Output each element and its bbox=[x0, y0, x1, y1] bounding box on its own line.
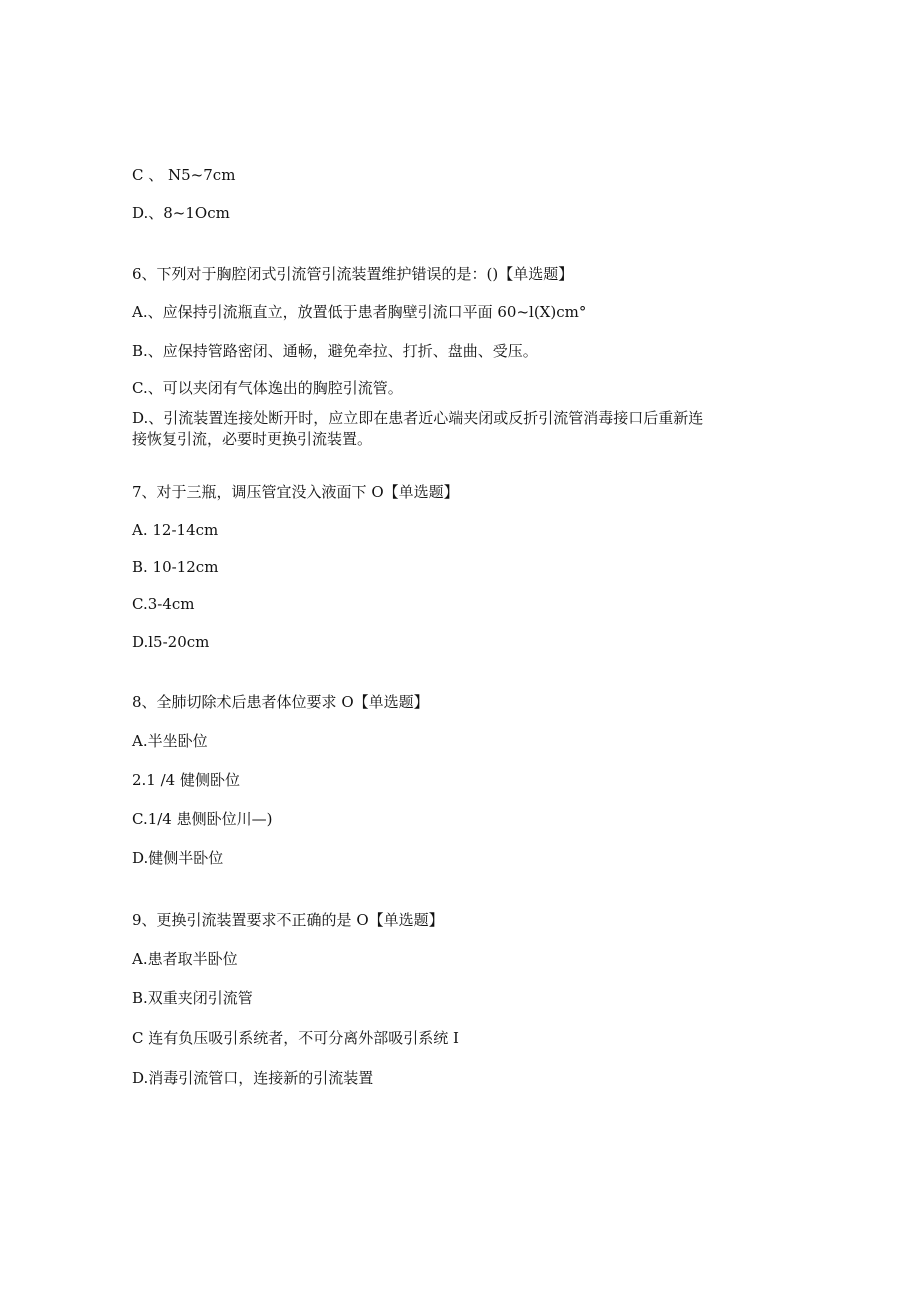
option-c-q6: C.、可以夹闭有气体逸出的胸腔引流管。 bbox=[132, 379, 403, 397]
question-7: 7、对于三瓶，调压管宜没入液面下 O【单选题】 bbox=[132, 483, 459, 501]
option-d-q6-line2: 接恢复引流，必要时更换引流装置。 bbox=[132, 430, 373, 448]
option-c-q8: C.1/4 患侧卧位川—) bbox=[132, 810, 273, 828]
option-d-q8: D.健侧半卧位 bbox=[132, 849, 224, 867]
option-b-q7: B. 10-12cm bbox=[132, 558, 219, 576]
option-d-q6-line1: D.、引流装置连接处断开时，应立即在患者近心端夹闭或反折引流管消毒接口后重新连 bbox=[132, 409, 704, 427]
option-a-q7: A. 12-14cm bbox=[132, 521, 219, 539]
option-d-q5: D.、8~1Ocm bbox=[132, 204, 230, 222]
option-b-q8: 2.1 /4 健侧卧位 bbox=[132, 771, 240, 789]
option-a-q9: A.患者取半卧位 bbox=[132, 950, 238, 968]
option-c-q5: C 、 N5~7cm bbox=[132, 166, 236, 184]
option-d-q7: D.l5-20cm bbox=[132, 633, 210, 651]
option-b-q9: B.双重夹闭引流管 bbox=[132, 989, 253, 1007]
option-c-q9: C 连有负压吸引系统者，不可分离外部吸引系统 I bbox=[132, 1029, 459, 1047]
option-c-q7: C.3-4cm bbox=[132, 595, 195, 613]
question-6: 6、下列对于胸腔闭式引流管引流装置维护错误的是：()【单选题】 bbox=[132, 265, 574, 283]
option-a-q6: A.、应保持引流瓶直立，放置低于患者胸壁引流口平面 60~l(X)cm° bbox=[132, 303, 587, 321]
question-9: 9、更换引流装置要求不正确的是 O【单选题】 bbox=[132, 911, 444, 929]
option-a-q8: A.半坐卧位 bbox=[132, 732, 208, 750]
option-b-q6: B.、应保持管路密闭、通畅，避免牵拉、打折、盘曲、受压。 bbox=[132, 342, 538, 360]
question-8: 8、全肺切除术后患者体位要求 O【单选题】 bbox=[132, 693, 429, 711]
option-d-q9: D.消毒引流管口，连接新的引流装置 bbox=[132, 1069, 374, 1087]
